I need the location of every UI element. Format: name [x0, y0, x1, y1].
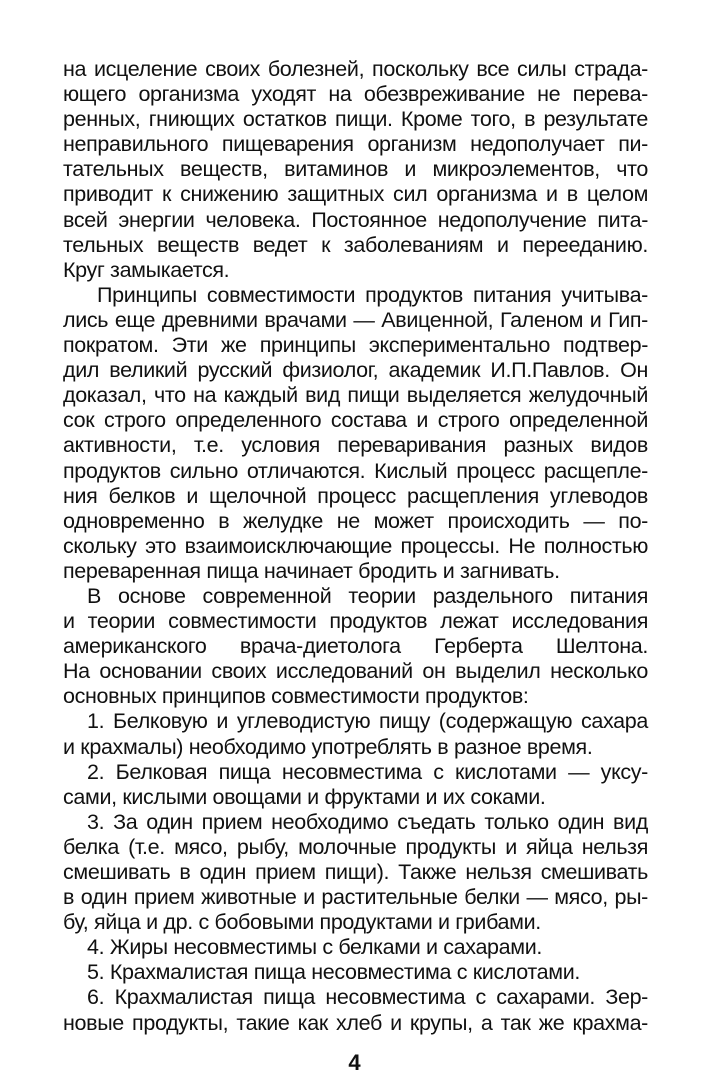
text-line: пократом. Эти же принципы экспериментально подтвер- — [63, 333, 648, 358]
text-line: Круг замыкается. — [63, 257, 230, 282]
text-line: активности, т.е. условия переваривания разных видов — [63, 433, 648, 458]
list-item-start-line: 1. Белковую и углеводистую пищу (содержащую сахара — [87, 709, 648, 734]
document-body — [63, 57, 648, 1036]
text-line: тательных веществ, витаминов и микроэлементов, что — [63, 157, 648, 182]
text-line: неправильного пищеварения организм недополучает пи- — [63, 132, 648, 157]
text-line: и крахмалы) необходимо употреблять в разное время. — [63, 734, 593, 759]
text-line: в один прием животные и растительные белки — мясо, ры- — [63, 885, 648, 910]
text-line: продуктов сильно отличаются. Кислый процесс расщепле- — [63, 458, 648, 483]
text-line: тельных веществ ведет к заболеваниям и перееданию. — [63, 232, 648, 257]
text-line: новые продукты, такие как хлеб и крупы, а так же крахма- — [63, 1010, 648, 1035]
list-item-start-line: 4. Жиры несовместимы с белками и сахарами. — [87, 935, 542, 960]
text-line: и теории совместимости продуктов лежат исследования — [63, 609, 648, 634]
paragraph-start-line: Принципы совместимости продуктов питания учитыва- — [97, 282, 648, 307]
text-line: доказал, что на каждый вид пищи выделяется желудочный — [63, 383, 648, 408]
text-line: сок строго определенного состава и строго определенной — [63, 408, 648, 433]
text-line: смешивать в один прием пищи). Также нельзя смешивать — [63, 860, 648, 884]
text-line: одновременно в желудке не может происходить — по- — [63, 508, 648, 533]
text-line: скольку это взаимоисключающие процессы. Не полностью — [63, 533, 648, 558]
text-line: сами, кислыми овощами и фруктами и их соками. — [63, 784, 546, 809]
text-line: приводит к снижению защитных сил организма и в целом — [63, 182, 648, 207]
text-line: ющего организма уходят на обезвреживание не перева- — [63, 82, 648, 107]
list-item-start-line: 2. Белковая пища несовместима с кислотами — уксу- — [87, 759, 648, 784]
text-line: На основании своих исследований он выделил несколько — [63, 659, 648, 684]
text-line: белка (т.е. мясо, рыбу, молочные продукты и яйца нельзя — [63, 834, 648, 859]
text-line: всей энергии человека. Постоянное недополучение пита- — [63, 207, 648, 232]
list-item-start-line: 3. За один прием необходимо съедать только один вид — [87, 809, 648, 834]
text-line: бу, яйца и др. с бобовыми продуктами и грибами. — [63, 910, 541, 935]
text-line: американского врача-диетолога Герберта Шелтона. — [63, 634, 648, 659]
text-line: на исцеление своих болезней, поскольку все силы страда- — [63, 57, 648, 81]
page-number: 4 — [348, 1050, 361, 1075]
list-item-start-line: 6. Крахмалистая пища несовместима с сахарами. Зер- — [87, 985, 648, 1010]
text-line: дил великий русский физиолог, академик И.П.Павлов. Он — [63, 358, 648, 383]
text-line: переваренная пища начинает бродить и загнивать. — [63, 558, 560, 583]
paragraph-start-line: В основе современной теории раздельного питания — [87, 583, 648, 608]
text-line: лись еще древними врачами — Авиценной, Галеном и Гип- — [63, 307, 648, 332]
text-line: ренных, гниющих остатков пищи. Кроме того, в результате — [63, 107, 648, 132]
text-line: ния белков и щелочной процесс расщепления углеводов — [63, 483, 648, 508]
text-line: основных принципов совместимости продуктов: — [63, 684, 529, 709]
list-item-start-line: 5. Крахмалистая пища несовместима с кислотами. — [87, 960, 580, 985]
